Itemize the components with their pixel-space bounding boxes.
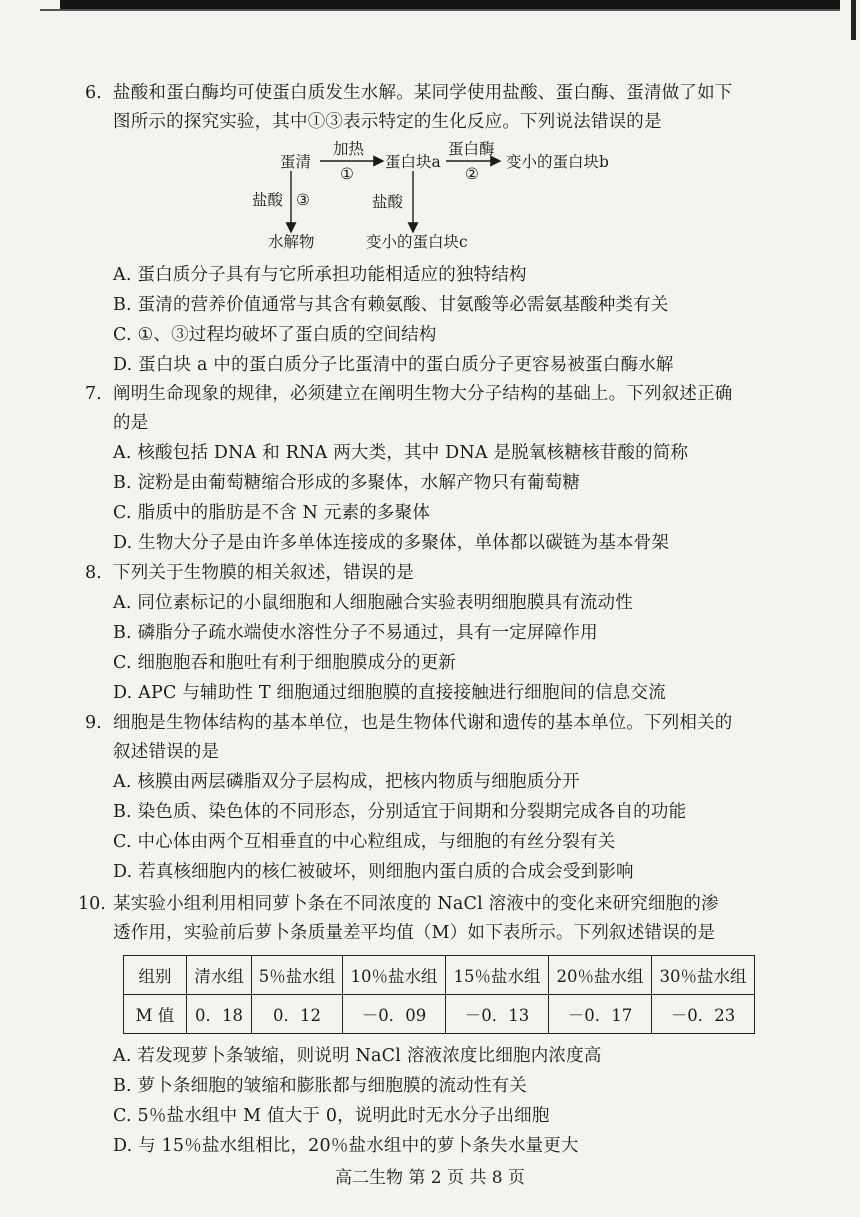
- table-cell: －0．23: [652, 995, 755, 1034]
- q10-option-d: D. 与 15％盐水组相比，20％盐水组中的萝卜条失水量更大: [113, 1136, 579, 1156]
- q10-option-a: A. 若发现萝卜条皱缩，则说明 NaCl 溶液浓度比细胞内浓度高: [113, 1046, 602, 1066]
- q6-option-c: C. ①、③过程均破坏了蛋白质的空间结构: [113, 325, 437, 345]
- q8-option-a: A. 同位素标记的小鼠细胞和人细胞融合实验表明细胞膜具有流动性: [113, 593, 633, 613]
- egg-white-label: 蛋清: [280, 153, 312, 171]
- question-9-stem-cont: 叙述错误的是: [113, 742, 220, 762]
- block-b-label: 变小的蛋白块b: [506, 153, 609, 171]
- q7-option-a: A. 核酸包括 DNA 和 RNA 两大类，其中 DNA 是脱氧核糖核苷酸的简称: [113, 443, 689, 463]
- question-9-stem: 细胞是生物体结构的基本单位，也是生物体代谢和遗传的基本单位。下列相关的: [113, 713, 733, 733]
- scan-top-border: [60, 0, 840, 9]
- table-header-cell: 10％盐水组: [343, 956, 446, 995]
- table-cell: －0．09: [343, 995, 446, 1034]
- table-cell: －0．13: [446, 995, 549, 1034]
- question-8-number: 8.: [85, 563, 102, 583]
- q8-option-d: D. APC 与辅助性 T 细胞通过细胞膜的直接接触进行细胞间的信息交流: [113, 683, 666, 703]
- step-2-label: ②: [465, 165, 479, 183]
- q7-option-d: D. 生物大分子是由许多单体连接成的多聚体，单体都以碳链为基本骨架: [113, 533, 670, 553]
- table-cell: 0．18: [187, 995, 252, 1034]
- table-row: [124, 995, 755, 1034]
- table-header-cell: 清水组: [187, 956, 252, 995]
- q8-option-c: C. 细胞胞吞和胞吐有利于细胞膜成分的更新: [113, 653, 457, 673]
- question-9-number: 9.: [85, 713, 102, 733]
- hcl-mid-label: 盐酸: [372, 193, 404, 211]
- question-7-stem: 阐明生命现象的规律，必须建立在阐明生物大分子结构的基础上。下列叙述正确: [113, 384, 733, 404]
- q9-option-b: B. 染色质、染色体的不同形态，分别适宜于间期和分裂期完成各自的功能: [113, 802, 687, 822]
- q7-option-c: C. 脂质中的脂肪是不含 N 元素的多聚体: [113, 503, 431, 523]
- q9-option-d: D. 若真核细胞内的核仁被破坏，则细胞内蛋白质的合成会受到影响: [113, 862, 634, 882]
- table-cell: M 值: [124, 995, 187, 1034]
- step-3-label: ③: [296, 191, 310, 209]
- table-header-cell: 组别: [124, 956, 187, 995]
- table-header-cell: 5％盐水组: [252, 956, 343, 995]
- q6-option-d: D. 蛋白块 a 中的蛋白质分子比蛋清中的蛋白质分子更容易被蛋白酶水解: [113, 355, 674, 375]
- question-10-stem: 某实验小组利用相同萝卜条在不同浓度的 NaCl 溶液中的变化来研究细胞的渗: [113, 894, 719, 914]
- protease-label: 蛋白酶: [448, 140, 495, 158]
- block-a-label: 蛋白块a: [385, 153, 441, 171]
- q9-option-a: A. 核膜由两层磷脂双分子层构成，把核内物质与细胞质分开: [113, 772, 580, 792]
- q9-option-c: C. 中心体由两个互相垂直的中心粒组成，与细胞的有丝分裂有关: [113, 832, 616, 852]
- scan-top-line: [40, 9, 840, 11]
- table-header-cell: 20％盐水组: [549, 956, 652, 995]
- question-6-number: 6.: [85, 83, 102, 103]
- question-7-number: 7.: [85, 384, 102, 404]
- reaction-diagram: [250, 140, 650, 255]
- q10-option-c: C. 5％盐水组中 M 值大于 0，说明此时无水分子出细胞: [113, 1106, 550, 1126]
- osmosis-table: [123, 955, 755, 1034]
- q10-option-b: B. 萝卜条细胞的皱缩和膨胀都与细胞膜的流动性有关: [113, 1076, 527, 1096]
- table-header-cell: 30％盐水组: [652, 956, 755, 995]
- table-cell: 0．12: [252, 995, 343, 1034]
- table-cell: －0．17: [549, 995, 652, 1034]
- heat-label: 加热: [333, 140, 365, 158]
- page-footer: 高二生物 第 2 页 共 8 页: [334, 1168, 526, 1188]
- question-6-stem-cont: 图所示的探究实验，其中①③表示特定的生化反应。下列说法错误的是: [113, 112, 662, 132]
- hcl-left-label: 盐酸: [252, 191, 284, 209]
- q6-option-a: A. 蛋白质分子具有与它所承担功能相适应的独特结构: [113, 265, 527, 285]
- question-6-stem: 盐酸和蛋白酶均可使蛋白质发生水解。某同学使用盐酸、蛋白酶、蛋清做了如下: [113, 83, 733, 103]
- hydrolysate-label: 水解物: [268, 233, 315, 251]
- q7-option-b: B. 淀粉是由葡萄糖缩合形成的多聚体，水解产物只有葡萄糖: [113, 473, 581, 493]
- table-header-row: [124, 956, 755, 995]
- table-header-cell: 15％盐水组: [446, 956, 549, 995]
- question-7-stem-cont: 的是: [113, 413, 149, 433]
- scan-edge: [851, 0, 856, 40]
- step-1-label: ①: [340, 165, 354, 183]
- question-8-stem: 下列关于生物膜的相关叙述，错误的是: [113, 563, 414, 583]
- question-10-number: 10.: [78, 894, 106, 914]
- q8-option-b: B. 磷脂分子疏水端使水溶性分子不易通过，具有一定屏障作用: [113, 623, 598, 643]
- question-10-stem-cont: 透作用，实验前后萝卜条质量差平均值（M）如下表所示。下列叙述错误的是: [113, 923, 716, 943]
- q6-option-b: B. 蛋清的营养价值通常与其含有赖氨酸、甘氨酸等必需氨基酸种类有关: [113, 295, 669, 315]
- block-c-label: 变小的蛋白块c: [366, 233, 468, 251]
